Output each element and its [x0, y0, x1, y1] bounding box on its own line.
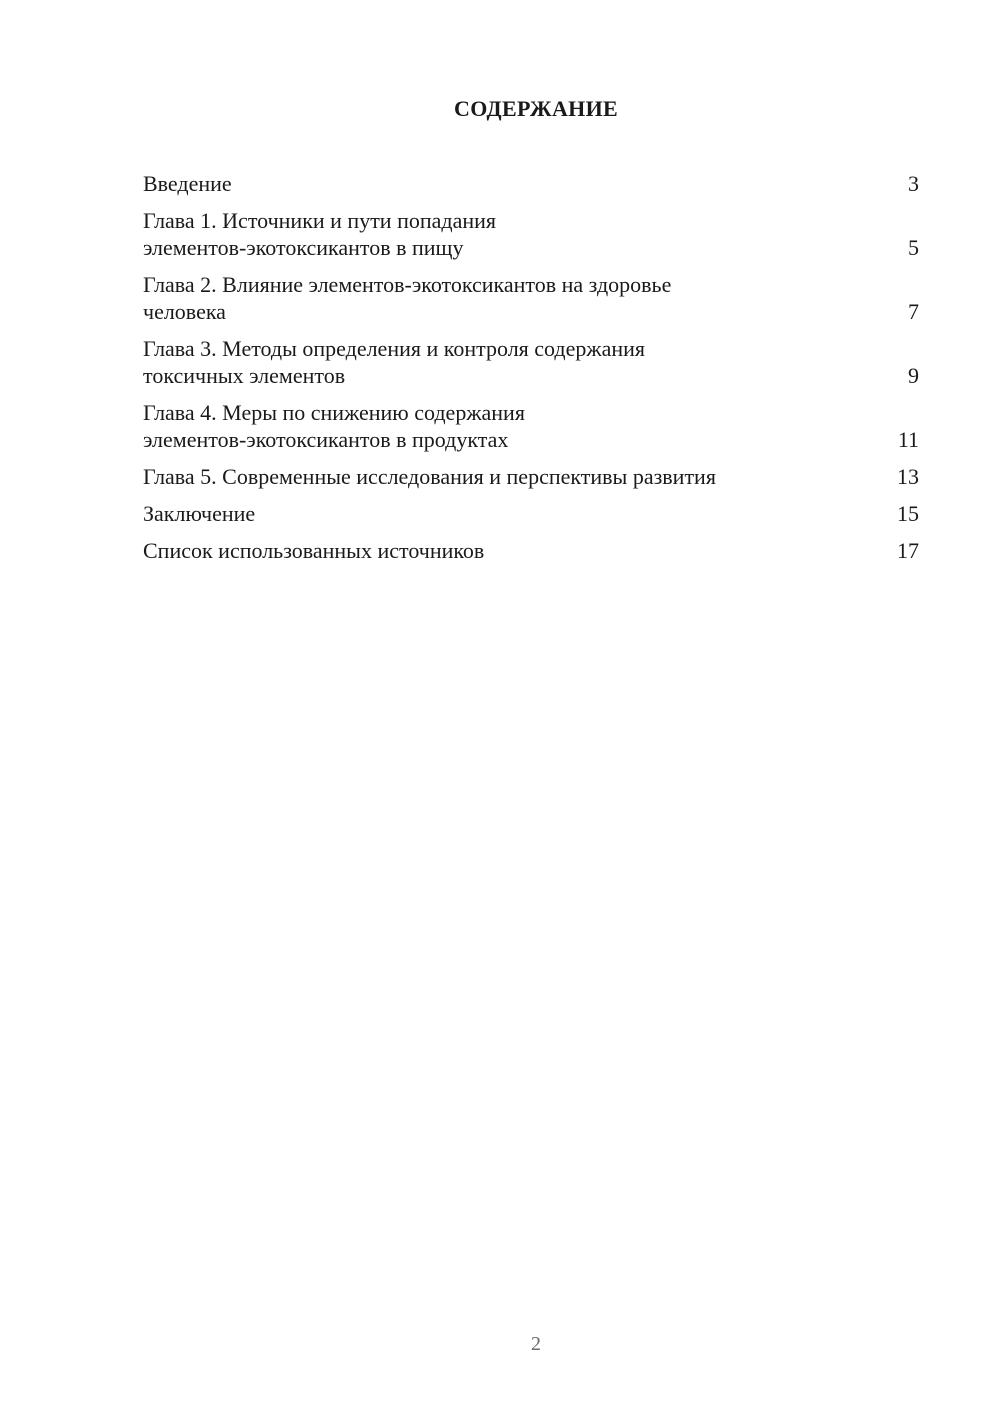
toc-entry-chapter-5[interactable] — [143, 463, 919, 490]
toc-entry-line: элементов-экотоксикантов в продуктах — [143, 427, 509, 452]
toc-entry-text — [143, 463, 716, 490]
toc-entry-line: человека — [143, 299, 226, 324]
toc-entry-introduction[interactable] — [143, 170, 919, 197]
toc-entry-text — [143, 170, 232, 197]
toc-entry-text — [143, 335, 645, 389]
toc-entry-line: Глава 1. Источники и пути попадания — [143, 208, 497, 233]
toc-entry-line: Глава 5. Современные исследования и перспективы развития — [143, 464, 716, 489]
toc-entry-text — [143, 500, 255, 527]
toc-entry-page: 3 — [908, 171, 919, 196]
toc-entry-line: Введение — [143, 171, 232, 196]
toc-entry-page: 13 — [897, 464, 919, 489]
toc-entry-line: Список использованных источников — [143, 538, 485, 563]
toc-entry-text — [143, 207, 496, 261]
page-number: 2 — [531, 1333, 541, 1355]
toc-title: СОДЕРЖАНИЕ — [454, 96, 618, 121]
toc-entry-line: Глава 3. Методы определения и контроля содержания — [143, 336, 646, 361]
toc-entry-chapter-1[interactable] — [143, 207, 919, 261]
toc-entry-text — [143, 271, 671, 325]
toc-entry-line: Глава 4. Меры по снижению содержания — [143, 400, 525, 425]
toc-entry-chapter-4[interactable] — [143, 399, 919, 453]
toc-entry-page: 5 — [908, 235, 919, 260]
toc-entry-chapter-2[interactable] — [143, 271, 919, 325]
toc-entry-line: Глава 2. Влияние элементов-экотоксикантов на здоровье — [143, 272, 672, 297]
toc-entry-page: 9 — [908, 363, 919, 388]
toc-entry-line: элементов-экотоксикантов в пищу — [143, 235, 464, 260]
toc-list — [143, 170, 919, 574]
toc-entry-page: 7 — [908, 299, 919, 324]
toc-entry-references[interactable] — [143, 537, 919, 564]
toc-entry-page: 17 — [897, 538, 919, 563]
toc-entry-conclusion[interactable] — [143, 500, 919, 527]
toc-entry-line: Заключение — [143, 501, 256, 526]
toc-entry-line: токсичных элементов — [143, 363, 346, 388]
toc-entry-chapter-3[interactable] — [143, 335, 919, 389]
toc-entry-text — [143, 537, 484, 564]
toc-entry-page: 11 — [897, 427, 919, 452]
toc-entry-page: 15 — [897, 501, 919, 526]
toc-entry-text — [143, 399, 525, 453]
